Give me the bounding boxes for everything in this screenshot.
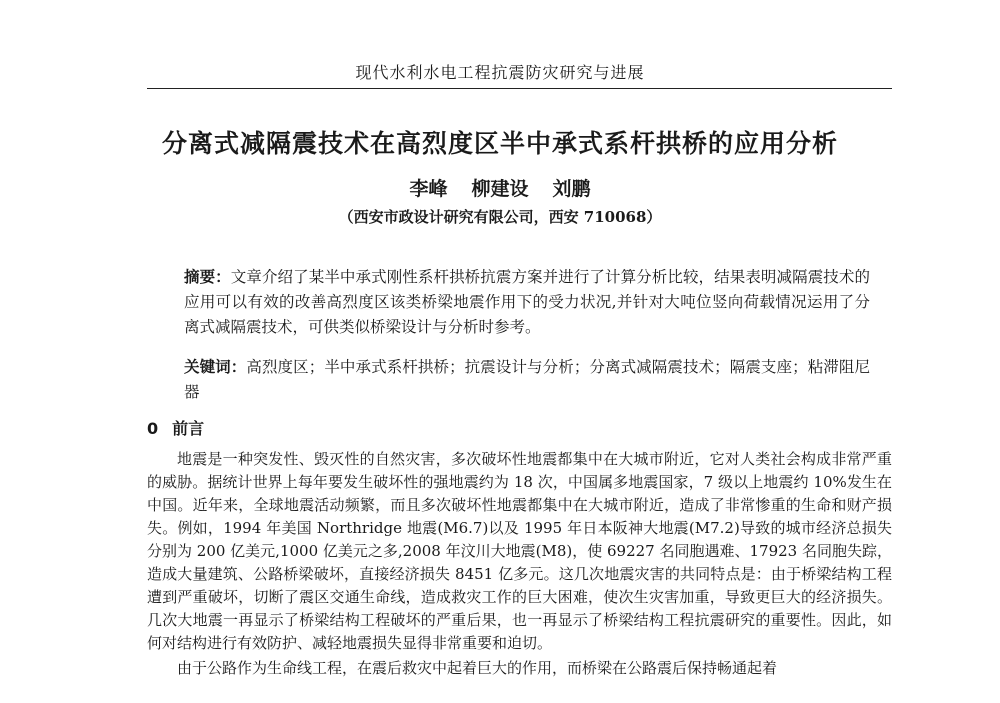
keywords-block <box>184 355 870 405</box>
abstract-text: 文章介绍了某半中承式刚性系杆拱桥抗震方案并进行了计算分析比较，结果表明减隔震技术的应用可以有效的改善高烈度区该类桥梁地震作用下的受力状况,并针对大吨位竖向荷载情况运用了分离式减隔震技术，可供类似桥梁设计与分析时参考。 <box>184 268 870 336</box>
body-paragraph: 地震是一种突发性、毁灭性的自然灾害，多次破坏性地震都集中在大城市附近，它对人类社会构成非常严重的威胁。据统计世界上每年要发生破坏性的强地震约为 18 次，中国属多地震国家，7 级以上地震约 10%发生在中国。近年来，全球地震活动频繁，而且多次破坏性地震都集中在大城市附近，造成了非常惨重的生命和财产损失。例如，1994 年美国 Northridge 地震(M6.7)以及 1995 年日本阪神大地震(M7.2)导致的城市经济总损失分别为 200 亿美元,1000 亿美元之多,2008 年汶川大地震(M8)，使 69227 名同胞遇难、17923 名同胞失踪，造成大量建筑、公路桥梁破坏，直接经济损失 8451 亿多元。这几次地震灾害的共同特点是：由于桥梁结构工程遭到严重破坏，切断了震区交通生命线，造成救灾工作的巨大困难，使次生灾害加重，导致更巨大的经济损失。几次大地震一再显示了桥梁结构工程破坏的严重后果，也一再显示了桥梁结构工程抗震研究的重要性。因此，如何对结构进行有效防护、减轻地震损失显得非常重要和迫切。 <box>147 450 892 652</box>
author-name: 李峰 <box>409 178 448 200</box>
paper-title: 分离式减隔震技术在高烈度区半中承式系杆拱桥的应用分析 <box>161 129 838 158</box>
author-name: 柳建设 <box>471 178 529 200</box>
running-header: 现代水利水电工程抗震防灾研究与进展 <box>355 63 645 82</box>
section-body <box>147 448 892 682</box>
keywords-text: 高烈度区；半中承式系杆拱桥；抗震设计与分析；分离式减隔震技术；隔震支座；粘滞阻尼器 <box>184 358 870 401</box>
author-affiliation: （西安市政设计研究有限公司，西安 710068） <box>338 208 662 226</box>
keywords-label: 关键词： <box>184 358 247 376</box>
section-heading <box>147 416 218 439</box>
header-rule <box>147 88 892 89</box>
author-name: 刘鹏 <box>552 178 591 200</box>
section-number: 0 <box>147 419 159 438</box>
abstract-label: 摘要： <box>184 268 231 286</box>
body-paragraph: 由于公路作为生命线工程，在震后救灾中起着巨大的作用，而桥梁在公路震后保持畅通起着 <box>177 659 778 677</box>
author-list <box>0 174 1000 201</box>
abstract-block <box>184 265 870 340</box>
section-title: 前言 <box>172 419 205 438</box>
